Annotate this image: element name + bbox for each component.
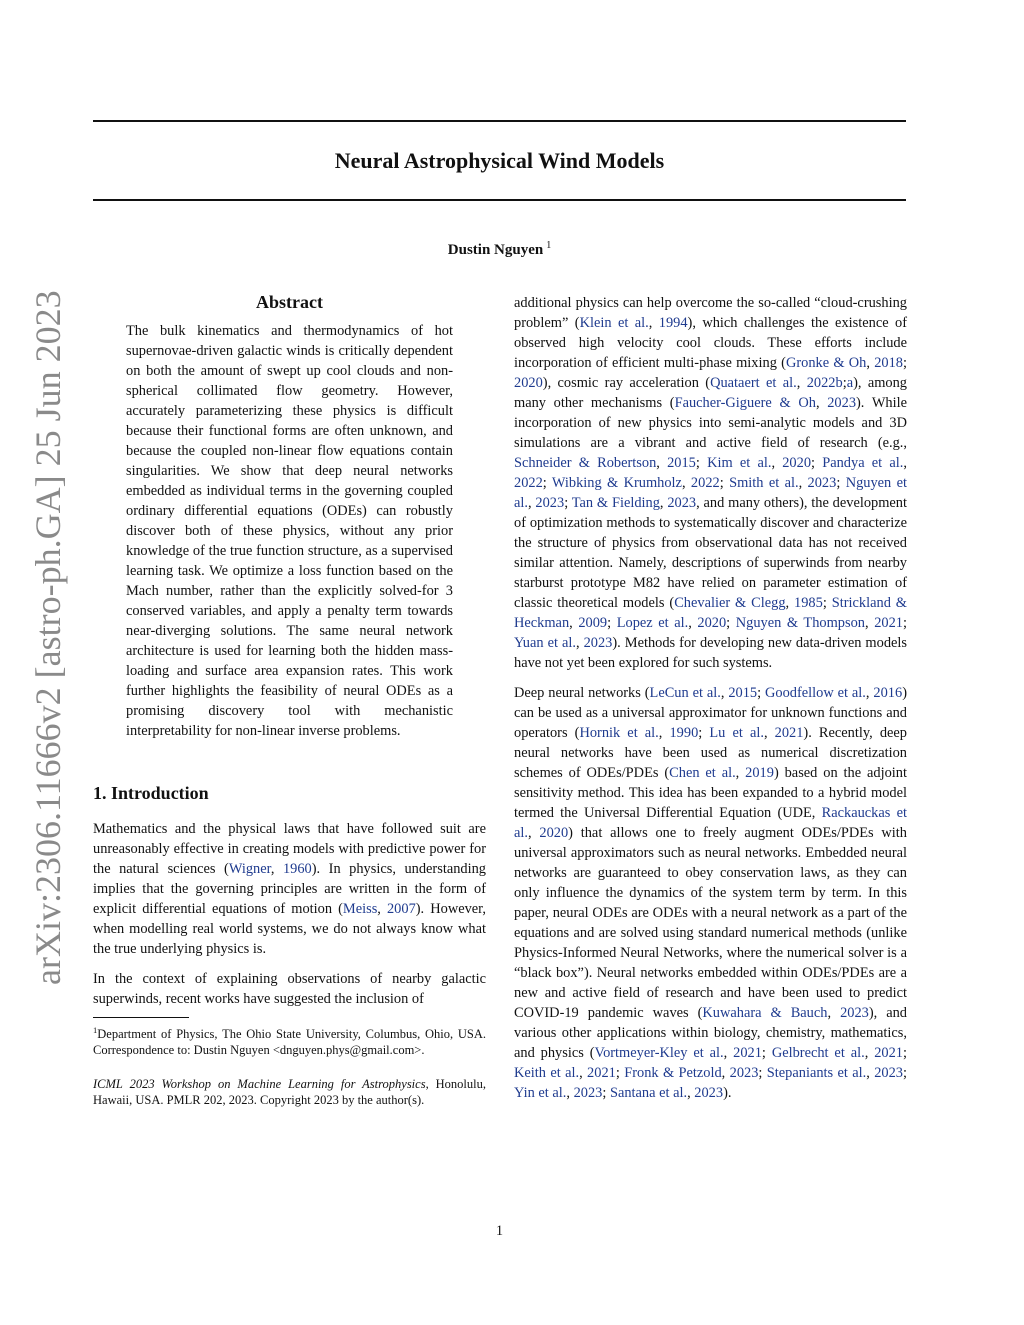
citation-link[interactable]: Nguyen et al. bbox=[514, 475, 907, 511]
citation-link[interactable]: 2021 bbox=[587, 1065, 616, 1081]
abstract-heading: Abstract bbox=[256, 292, 323, 312]
citation-link[interactable]: Rackauckas et al. bbox=[514, 805, 907, 841]
citation-link[interactable]: 2016 bbox=[873, 685, 903, 701]
citation-link[interactable]: Vortmeyer-Kley et al. bbox=[594, 1045, 724, 1061]
citation-link[interactable]: Chen et al. bbox=[669, 765, 736, 781]
citation-link[interactable]: 2023 bbox=[583, 635, 613, 651]
citation-link[interactable]: Goodfellow et al. bbox=[765, 685, 866, 701]
right-paragraph-2: Deep neural networks (LeCun et al., 2015; Goodfellow et al., 2016) can be used as a universal approximator for unknown functions and operators (Hornik et al., 1990; Lu et al., 2021). Recently, deep neural networks have been used as numerical discretization schemes of ODEs/PDEs (Chen et al., 2019) based on the adjoint sensitivity method. This idea has been expanded to a hybrid model termed the Universal Differential Equation (UDE, Rackauckas et al., 2020) that allows one to freely augment ODEs/PDEs with universal approximators such as neural networks. Embedded neural networks are guaranteed to obey conservation laws, as they can only influence the dynamics of the system term by term. In this paper, neural ODEs are ODEs with a neural network as a part of the equations and are solved using standard numerical methods (unlike Physics-Informed Neural Networks, where the numerical solver is a “black box”). Neural networks embedded within ODEs/PDEs are a new and active field of research and have been used to predict COVID-19 pandemic waves (Kuwahara & Bauch, 2023), and various other applications within biology, chemistry, mathematics, and physics (Vortmeyer-Kley et al., 2021; Gelbrecht et al., 2021; Keith et al., 2021; Fronk & Petzold, 2023; Stepaniants et al., 2023; Yin et al., 2023; Santana et al., 2023). bbox=[514, 685, 907, 1101]
right-column bbox=[514, 293, 907, 1113]
citation-link[interactable]: Strickland & Heckman bbox=[514, 595, 907, 631]
citation-link[interactable]: Smith et al. bbox=[729, 475, 799, 491]
citation-link[interactable]: Kuwahara & Bauch bbox=[702, 1005, 828, 1021]
citation-link[interactable]: Wibking & Krumholz bbox=[551, 475, 682, 491]
citation-link[interactable]: 2023 bbox=[840, 1005, 869, 1021]
citation-link[interactable]: 2015 bbox=[728, 685, 758, 701]
citation-link[interactable]: 2023 bbox=[573, 1085, 603, 1101]
citation-link[interactable]: Tan & Fielding bbox=[571, 495, 660, 511]
citation-link[interactable]: LeCun et al. bbox=[649, 685, 721, 701]
citation-link[interactable]: Quataert et al. bbox=[710, 375, 797, 391]
right-paragraph-1: additional physics can help overcome the so-called “cloud-crushing problem” (Klein et al., 1994), which challenges the existence of observed high velocity cool clouds. These efforts include incorporation of efficient multi-phase mixing (Gronke & Oh, 2018; 2020), cosmic ray acceleration (Quataert et al., 2022b;a), among many other mechanisms (Faucher-Giguere & Oh, 2023). While incorporation of new physics into semi-analytic models and 3D simulations are a vibrant and active field of research (e.g., Schneider & Robertson, 2015; Kim et al., 2020; Pandya et al., 2022; Wibking & Krumholz, 2022; Smith et al., 2023; Nguyen et al., 2023; Tan & Fielding, 2023, and many others), the development of optimization methods to systematically discover and characterize the structure of physics from observational data has not received similar attention. Namely, descriptions of superwinds from nearby starburst prototype M82 have relied on parameter estimation of classic theoretical models (Chevalier & Clegg, 1985; Strickland & Heckman, 2009; Lopez et al., 2020; Nguyen & Thompson, 2021; Yuan et al., 2023). Methods for developing new data-driven models have not yet been explored for such systems. bbox=[514, 295, 908, 671]
citation-link[interactable]: Lopez et al. bbox=[616, 615, 689, 631]
citation-link[interactable]: 2015 bbox=[667, 455, 696, 471]
citation-link[interactable]: 2009 bbox=[578, 615, 608, 631]
abstract-text: The bulk kinematics and thermodynamics of hot supernovae-driven galactic winds is critically dependent on both the amount of swept up cool clouds and non-spherical collimated flow geometry. However, accurately parameterizing these physics is difficult because their functional forms are often unknown, and because the coupled non-linear flow equations contain singularities. We show that deep neural networks embedded as individual terms in the governing coupled ordinary differential equations (ODEs) can robustly discover both of these physics, without any prior knowledge of the true function structure, as a supervised learning task. We optimize a loss function based on the Mach number, rather than the explicitly solved-for 3 conserved variables, and apply a penalty term towards near-diverging solutions. The same neural network architecture is used for learning both the hidden mass-loading and surface area expansion rates. This work further highlights the feasibility of neural ODEs as a promising discovery tool with mechanistic interpretability for non-linear inverse problems. bbox=[126, 323, 453, 739]
citation-link[interactable]: 2023 bbox=[667, 495, 697, 511]
citation-link[interactable]: 2021 bbox=[874, 1045, 903, 1061]
citation-link[interactable]: Schneider & Robertson bbox=[514, 455, 657, 471]
citation-link[interactable]: Faucher-Giguere & Oh bbox=[674, 395, 816, 411]
paper-title: Neural Astrophysical Wind Models bbox=[334, 148, 665, 173]
citation-link[interactable]: 2018 bbox=[874, 355, 903, 371]
citation-link[interactable]: 2021 bbox=[733, 1045, 762, 1061]
citation-link[interactable]: 2007 bbox=[386, 901, 416, 917]
citation-link[interactable]: 2020 bbox=[539, 825, 569, 841]
citation-link[interactable]: Fronk & Petzold bbox=[624, 1065, 722, 1081]
left-column bbox=[93, 290, 486, 1108]
author-name: Dustin Nguyen bbox=[447, 242, 544, 258]
citation-link[interactable]: 2020 bbox=[514, 375, 543, 391]
author-line bbox=[93, 236, 906, 260]
citation-link[interactable]: Santana et al. bbox=[609, 1085, 688, 1101]
citation-link[interactable]: Yin et al. bbox=[514, 1085, 567, 1101]
citation-link[interactable]: a bbox=[846, 375, 854, 391]
citation-link[interactable]: Kim et al. bbox=[707, 455, 772, 471]
citation-link[interactable]: 2022b bbox=[806, 375, 843, 391]
arxiv-identifier: arXiv:2306.11666v2 [astro-ph.GA] 25 Jun 2023 bbox=[28, 290, 68, 985]
section-heading-introduction: 1. Introduction bbox=[93, 783, 209, 803]
page-number: 1 bbox=[495, 1223, 504, 1239]
citation-link[interactable]: 1985 bbox=[794, 595, 823, 611]
title-rule-top bbox=[93, 120, 906, 122]
citation-link[interactable]: Chevalier & Clegg bbox=[674, 595, 786, 611]
citation-link[interactable]: 2022 bbox=[690, 475, 720, 491]
venue-name: ICML 2023 Workshop on Machine Learning for Astrophysics bbox=[93, 1077, 426, 1091]
citation-link[interactable]: Nguyen & Thompson bbox=[735, 615, 865, 631]
citation-link[interactable]: Yuan et al. bbox=[514, 635, 576, 651]
citation-link[interactable]: 2021 bbox=[874, 615, 903, 631]
citation-link[interactable]: Lu et al. bbox=[709, 725, 764, 741]
citation-link[interactable]: 1994 bbox=[658, 315, 688, 331]
citation-link[interactable]: 2022 bbox=[514, 475, 543, 491]
citation-link[interactable]: Stepaniants et al. bbox=[766, 1065, 867, 1081]
citation-link[interactable]: 2021 bbox=[774, 725, 804, 741]
footnote: $^1$Department of Physics, The Ohio State University, Columbus, Ohio, USA. Correspondence to: Dustin Nguyen <dnguyen.phys@gmail.com>. bbox=[93, 1025, 486, 1057]
citation-link[interactable]: Meiss bbox=[342, 901, 378, 917]
citation-link[interactable]: Gelbrecht et al. bbox=[771, 1045, 865, 1061]
citation-link[interactable]: Gronke & Oh bbox=[785, 355, 867, 371]
title-rule-bottom bbox=[93, 199, 906, 201]
citation-link[interactable]: 2020 bbox=[697, 615, 727, 631]
citation-link[interactable]: 2023 bbox=[827, 395, 857, 411]
citation-link[interactable]: Pandya et al. bbox=[822, 455, 904, 471]
citation-link[interactable]: 2023 bbox=[535, 495, 565, 511]
author-affiliation-mark: 1 bbox=[546, 240, 552, 251]
citation-link[interactable]: Wigner bbox=[228, 861, 271, 877]
venue-note: ICML 2023 Workshop on Machine Learning for Astrophysics, Honolulu, Hawaii, USA. PMLR 202, 2023. Copyright 2023 by the author(s). bbox=[93, 1077, 486, 1107]
citation-link[interactable]: 2023 bbox=[807, 475, 837, 491]
citation-link[interactable]: Klein et al. bbox=[579, 315, 649, 331]
citation-link[interactable]: 2023 bbox=[729, 1065, 759, 1081]
citation-link[interactable]: 2023 bbox=[694, 1085, 724, 1101]
citation-link[interactable]: 1960 bbox=[282, 861, 312, 877]
citation-link[interactable]: 1990 bbox=[669, 725, 699, 741]
footnote-rule bbox=[93, 1017, 189, 1018]
intro-paragraph-2: In the context of explaining observations of nearby galactic superwinds, recent works have suggested the inclusion of bbox=[93, 971, 486, 1007]
intro-paragraph-1: Mathematics and the physical laws that have followed suit are unreasonably effective in creating models with predictive power for the natural sciences (Wigner, 1960). In physics, understanding implies that the governing principles are written in the form of explicit differential equations of motion (Meiss, 2007). However, when modelling real world systems, we do not always know what the true underlying physics is. bbox=[93, 821, 486, 957]
footnote-mark: 1 bbox=[93, 1025, 98, 1035]
citation-link[interactable]: 2020 bbox=[782, 455, 812, 471]
citation-link[interactable]: 2023 bbox=[874, 1065, 903, 1081]
citation-link[interactable]: Hornik et al. bbox=[579, 725, 659, 741]
citation-link[interactable]: 2019 bbox=[745, 765, 774, 781]
citation-link[interactable]: Keith et al. bbox=[514, 1065, 580, 1081]
